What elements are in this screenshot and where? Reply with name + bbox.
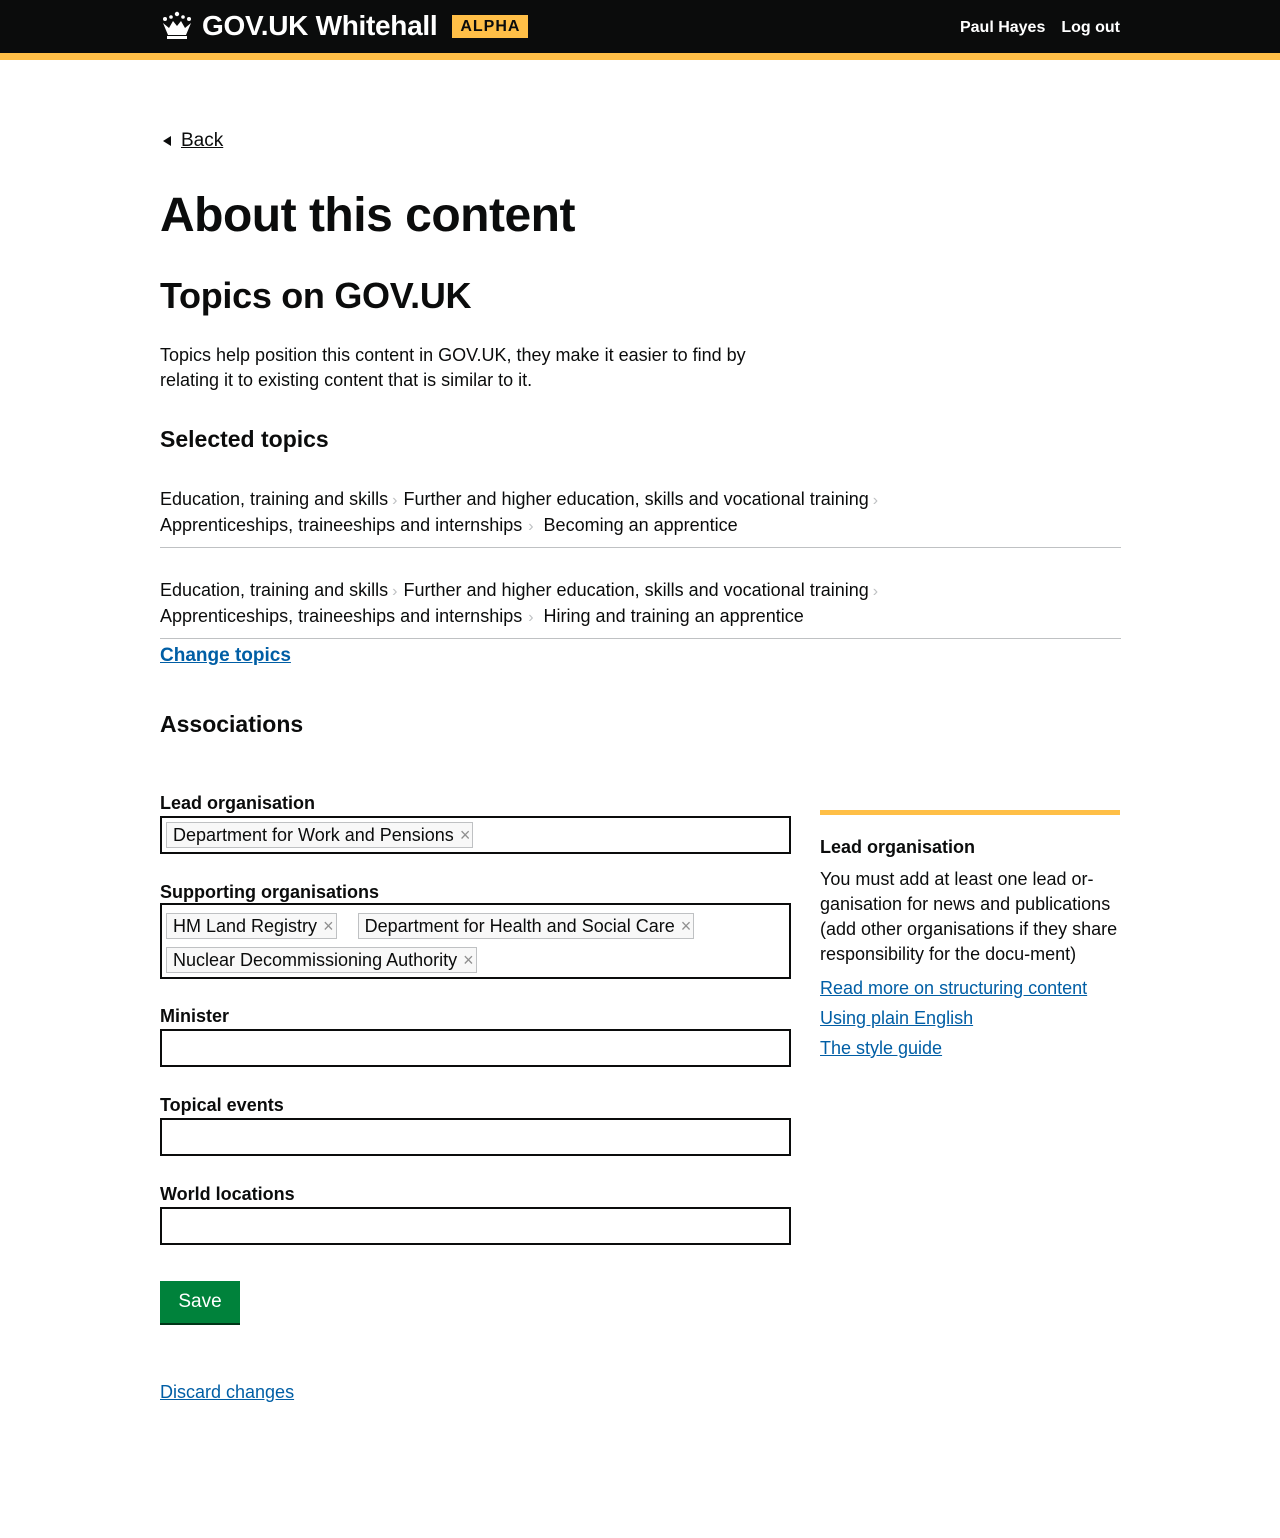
back-arrow-icon <box>163 136 171 146</box>
structuring-content-link[interactable]: Read more on structuring content <box>820 978 1088 998</box>
service-name[interactable]: GOV.UK Whitehall <box>202 10 438 41</box>
lead-organisation-field[interactable] <box>160 816 791 854</box>
chevron-right-icon: › <box>872 583 879 600</box>
chevron-right-icon: › <box>392 492 398 509</box>
world-locations-label: World locations <box>160 1184 295 1204</box>
minister-input[interactable] <box>160 1029 791 1067</box>
change-topics-link[interactable]: Change topics <box>160 645 291 666</box>
topic-crumb: Further and higher education, skills and vocational training <box>403 580 869 600</box>
topic-crumb: Further and higher education, skills and vocational training <box>403 489 869 509</box>
organisation-tag <box>358 913 695 939</box>
plain-english-link[interactable]: Using plain English <box>820 1008 974 1028</box>
selected-topics-list <box>160 484 1121 666</box>
supporting-organisations-label: Supporting organisations <box>160 882 379 902</box>
topic-item <box>160 575 1121 639</box>
page-title: About this content <box>160 189 575 242</box>
save-button[interactable]: Save <box>160 1281 240 1323</box>
tag-label: Nuclear Decommissioning Authority <box>173 949 458 970</box>
user-name-link[interactable]: Paul Hayes <box>959 19 1046 36</box>
chevron-right-icon: › <box>528 609 534 626</box>
header-nav <box>960 19 1120 37</box>
topics-heading: Topics on GOV.UK <box>160 275 472 316</box>
topic-crumb: Apprenticeships, traineeships and internships <box>160 515 523 535</box>
tag-label: Department for Work and Pensions <box>173 824 454 845</box>
tag-label: HM Land Registry <box>173 915 318 936</box>
help-sidebar <box>820 810 1120 1063</box>
organisation-tag <box>166 822 473 848</box>
crown-icon <box>160 11 194 41</box>
logout-link[interactable]: Log out <box>1061 19 1120 36</box>
topic-crumb: Education, training and skills <box>160 580 389 600</box>
lead-organisation-label: Lead organisation <box>160 793 316 813</box>
topic-crumb: Hiring and training an apprentice <box>543 606 804 626</box>
topic-crumb: Becoming an apprentice <box>543 515 738 535</box>
organisation-tag <box>166 913 337 939</box>
phase-tag: ALPHA <box>452 15 528 38</box>
sidebar-text: You must add at least one lead or-ganisation for news and publications (add other organisations if they share responsibility for the docu-ment) <box>820 869 1118 964</box>
remove-icon[interactable]: × <box>459 824 471 845</box>
world-locations-input[interactable] <box>160 1207 791 1245</box>
chevron-right-icon: › <box>392 583 398 600</box>
govuk-logo[interactable] <box>160 10 528 42</box>
remove-icon[interactable]: × <box>463 949 474 970</box>
selected-topics-heading: Selected topics <box>160 426 329 452</box>
chevron-right-icon: › <box>528 518 534 535</box>
remove-icon[interactable]: × <box>323 915 334 936</box>
associations-heading: Associations <box>160 711 304 737</box>
topic-item <box>160 484 1121 548</box>
back-link[interactable] <box>160 130 223 152</box>
tag-label: Department for Health and Social Care <box>364 915 675 936</box>
topic-crumb: Education, training and skills <box>160 489 389 509</box>
topics-intro: Topics help position this content in GOV.UK, they make it easier to find by relating it to existing content that is similar to it. <box>160 345 746 390</box>
minister-label: Minister <box>160 1006 230 1026</box>
topic-crumb: Apprenticeships, traineeships and internships <box>160 606 523 626</box>
organisation-tag <box>166 947 477 973</box>
back-link-text[interactable]: Back <box>181 130 224 151</box>
topical-events-input[interactable] <box>160 1118 791 1156</box>
style-guide-link[interactable]: The style guide <box>820 1038 943 1058</box>
sidebar-heading: Lead organisation <box>820 837 976 857</box>
discard-changes-link[interactable]: Discard changes <box>160 1382 295 1402</box>
chevron-right-icon: › <box>872 492 879 509</box>
topical-events-label: Topical events <box>160 1095 284 1115</box>
site-header <box>0 0 1280 60</box>
supporting-organisations-field[interactable] <box>160 903 791 979</box>
remove-icon[interactable]: × <box>680 915 692 936</box>
